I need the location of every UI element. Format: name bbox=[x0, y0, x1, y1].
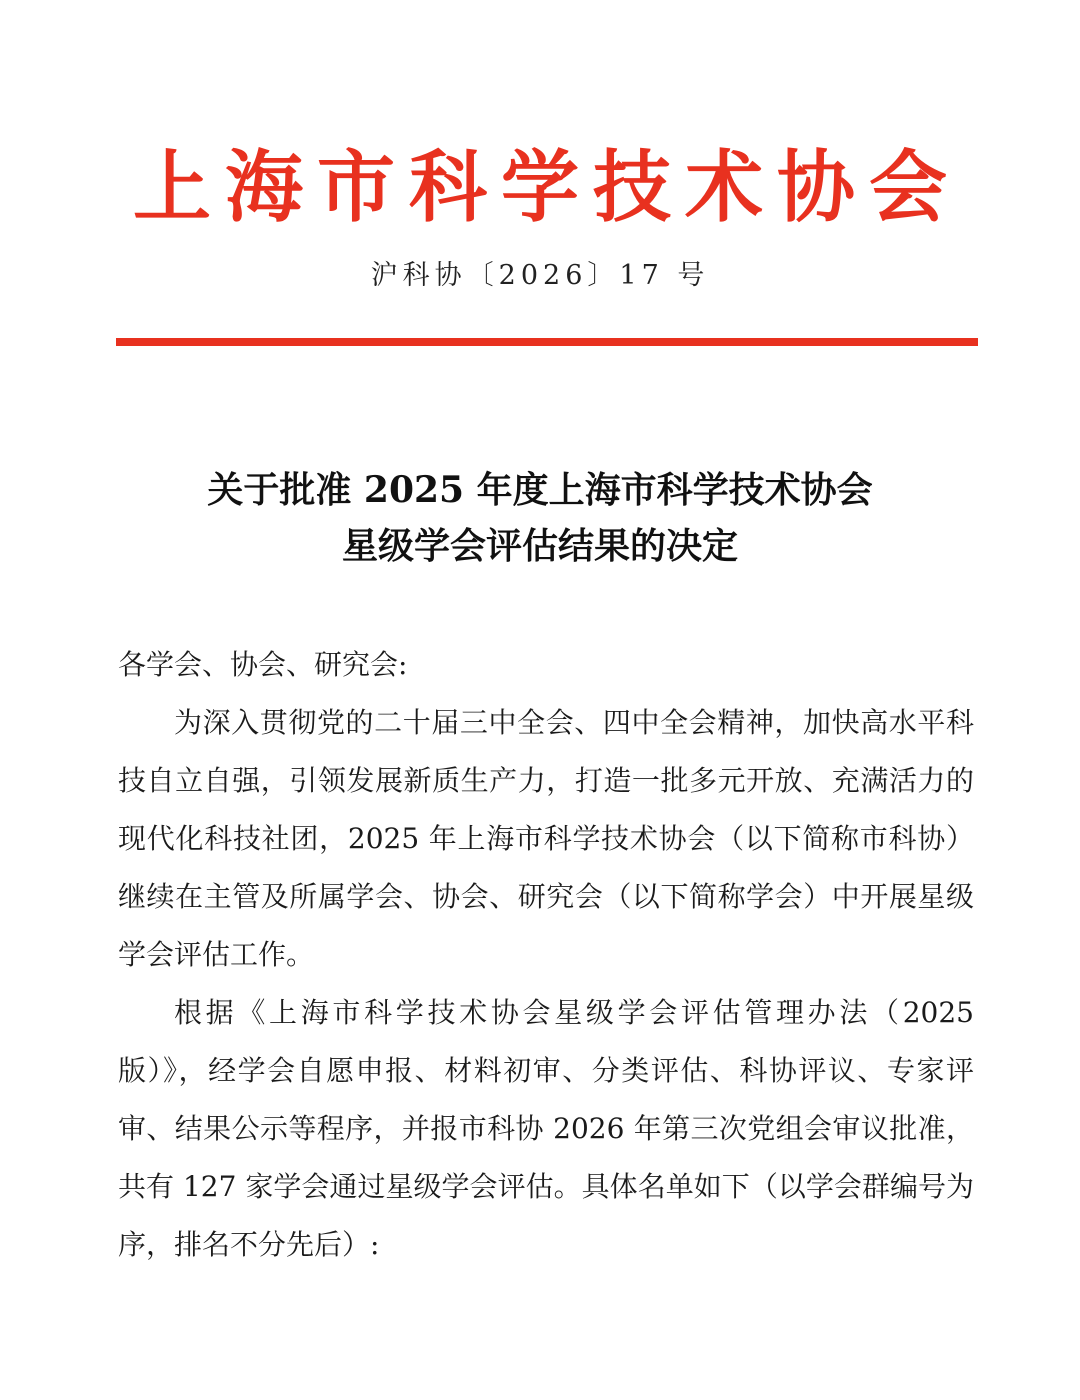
salutation: 各学会、协会、研究会: bbox=[118, 648, 408, 681]
document-number: 沪科协〔2026〕17 号 bbox=[370, 260, 710, 291]
document-title bbox=[0, 462, 1080, 574]
organization-header: 上海市科学技术协会 bbox=[132, 143, 961, 233]
title-line-1: 关于批准 2025 年度上海市科学技术协会 bbox=[207, 469, 873, 511]
title-line-2: 星级学会评估结果的决定 bbox=[341, 525, 738, 567]
red-divider-line bbox=[116, 338, 978, 346]
body-paragraph-2: 根据《上海市科学技术协会星级学会评估管理办法（2025 版）》，经学会自愿申报、材料初审、分类评估、科协评议、专家评审、结果公示等程序，并报市科协 2026 年第三次党组会审议批准，共有 127 家学会通过星级学会评估。具体名单如下（以学会群编号为序，排名不分先后）: bbox=[118, 996, 974, 1261]
body-paragraph-1: 为深入贯彻党的二十届三中全会、四中全会精神，加快高水平科技自立自强，引领发展新质生产力，打造一批多元开放、充满活力的现代化科技社团，2025 年上海市科学技术协会（以下简称市科协）继续在主管及所属学会、协会、研究会（以下简称学会）中开展星级学会评估工作。 bbox=[118, 706, 974, 971]
document-body bbox=[118, 636, 974, 1274]
